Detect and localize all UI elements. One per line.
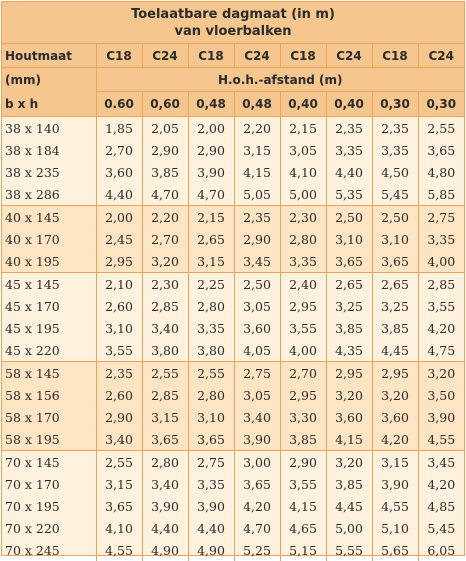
cell-span: 2,65 (372, 273, 418, 296)
header-spacing: 0,30 (372, 92, 418, 117)
cell-span: 2,60 (96, 295, 142, 317)
cell-size: 70 x 170 (2, 473, 96, 495)
table-row (2, 539, 464, 561)
cell-span: 2,05 (142, 117, 188, 140)
cell-span: 2,20 (234, 117, 280, 140)
cell-span: 3,10 (326, 228, 372, 250)
cell-span: 4,70 (188, 183, 234, 206)
cell-span: 3,35 (188, 317, 234, 339)
cell-span: 2,55 (418, 117, 464, 140)
table-row (2, 339, 464, 362)
header-spacing: 0,30 (418, 92, 464, 117)
table-row (2, 228, 464, 250)
cell-span: 3,85 (280, 428, 326, 451)
cell-span: 2,15 (280, 117, 326, 140)
cell-span: 3,65 (234, 473, 280, 495)
cell-span: 4,20 (372, 428, 418, 451)
cell-size: 38 x 140 (2, 117, 96, 140)
data-body (2, 117, 464, 561)
cell-span: 4,65 (280, 517, 326, 539)
cell-span: 3,15 (234, 139, 280, 161)
cell-span: 3,20 (326, 451, 372, 474)
cell-span: 3,35 (418, 228, 464, 250)
cell-span: 5,10 (372, 517, 418, 539)
cell-span: 2,90 (96, 406, 142, 428)
header-dims: b x h (2, 92, 96, 117)
cell-span: 2,95 (96, 250, 142, 273)
cell-span: 3,55 (96, 339, 142, 362)
header-row-spacings (2, 92, 464, 117)
cell-span: 2,40 (280, 273, 326, 296)
table-row (2, 250, 464, 273)
header-row-classes (2, 44, 464, 68)
cell-size: 70 x 145 (2, 451, 96, 474)
cell-span: 4,40 (96, 183, 142, 206)
cell-span: 2,85 (142, 295, 188, 317)
cell-span: 3,20 (326, 384, 372, 406)
cell-span: 3,65 (142, 428, 188, 451)
header-spacing: 0,60 (142, 92, 188, 117)
header-class: C24 (418, 44, 464, 68)
cell-span: 3,90 (234, 428, 280, 451)
cell-span: 4,35 (326, 339, 372, 362)
cell-span: 2,55 (96, 451, 142, 474)
cell-span: 5,65 (372, 539, 418, 561)
cell-span: 2,75 (418, 206, 464, 229)
cell-span: 5,55 (326, 539, 372, 561)
cell-span: 4,00 (418, 250, 464, 273)
cell-span: 2,00 (188, 117, 234, 140)
cell-size: 38 x 286 (2, 183, 96, 206)
cell-span: 4,15 (234, 161, 280, 183)
cell-size: 58 x 170 (2, 406, 96, 428)
cell-span: 4,40 (326, 161, 372, 183)
cell-span: 4,10 (280, 161, 326, 183)
cell-span: 2,55 (188, 362, 234, 385)
cell-span: 4,70 (142, 183, 188, 206)
cell-span: 4,75 (418, 339, 464, 362)
header-table (2, 44, 464, 116)
cell-span: 4,20 (234, 495, 280, 517)
cell-span: 3,10 (96, 317, 142, 339)
cell-size: 45 x 145 (2, 273, 96, 296)
data-table (2, 116, 464, 561)
cell-span: 2,85 (142, 384, 188, 406)
cell-span: 2,75 (188, 451, 234, 474)
table-title (2, 2, 464, 44)
cell-span: 3,40 (234, 406, 280, 428)
cell-span: 2,25 (188, 273, 234, 296)
cell-span: 2,70 (96, 139, 142, 161)
cell-span: 4,80 (418, 161, 464, 183)
table-row (2, 495, 464, 517)
cell-size: 70 x 195 (2, 495, 96, 517)
cell-span: 3,40 (142, 317, 188, 339)
cell-span: 3,10 (188, 406, 234, 428)
cell-span: 3,40 (142, 473, 188, 495)
header-unit: (mm) (2, 68, 96, 92)
cell-span: 3,65 (372, 250, 418, 273)
table-row (2, 183, 464, 206)
cell-span: 3,35 (188, 473, 234, 495)
cell-span: 4,20 (418, 317, 464, 339)
cell-span: 3,45 (418, 451, 464, 474)
cell-size: 45 x 170 (2, 295, 96, 317)
cell-span: 4,40 (142, 517, 188, 539)
cell-span: 3,05 (280, 139, 326, 161)
header-class: C24 (326, 44, 372, 68)
cell-span: 3,15 (142, 406, 188, 428)
cell-span: 3,85 (326, 317, 372, 339)
header-class: C24 (142, 44, 188, 68)
cell-span: 2,80 (142, 451, 188, 474)
header-spacing: 0.60 (96, 92, 142, 117)
cell-span: 2,35 (234, 206, 280, 229)
cell-span: 2,50 (326, 206, 372, 229)
cell-span: 3,00 (234, 451, 280, 474)
cell-size: 40 x 170 (2, 228, 96, 250)
cell-size: 40 x 195 (2, 250, 96, 273)
cell-span: 4,90 (188, 539, 234, 561)
cell-span: 2,10 (96, 273, 142, 296)
cell-span: 2,80 (280, 228, 326, 250)
cell-span: 2,35 (326, 117, 372, 140)
cell-span: 2,90 (142, 139, 188, 161)
cell-span: 2,65 (326, 273, 372, 296)
header-row-spacing-label (2, 68, 464, 92)
cell-span: 2,00 (96, 206, 142, 229)
cell-span: 3,65 (418, 139, 464, 161)
cell-span: 6,05 (418, 539, 464, 561)
cell-span: 3,20 (142, 250, 188, 273)
cell-size: 70 x 220 (2, 517, 96, 539)
cell-span: 3,90 (372, 473, 418, 495)
header-class: C18 (96, 44, 142, 68)
table-row (2, 428, 464, 451)
cell-span: 2,95 (326, 362, 372, 385)
header-spacing: 0,40 (280, 92, 326, 117)
cell-span: 4,70 (234, 517, 280, 539)
cell-span: 2,60 (96, 384, 142, 406)
cell-size: 58 x 145 (2, 362, 96, 385)
cell-span: 4,20 (418, 473, 464, 495)
cell-span: 5,25 (234, 539, 280, 561)
cell-span: 2,20 (142, 206, 188, 229)
table-row (2, 473, 464, 495)
cell-span: 3,35 (372, 139, 418, 161)
table-row (2, 206, 464, 229)
cell-span: 3,15 (372, 451, 418, 474)
cell-span: 3,45 (234, 250, 280, 273)
cell-size: 58 x 195 (2, 428, 96, 451)
cell-span: 5,35 (326, 183, 372, 206)
cell-span: 4,00 (280, 339, 326, 362)
cell-span: 4,10 (96, 517, 142, 539)
cell-span: 3,90 (188, 495, 234, 517)
cell-span: 4,55 (96, 539, 142, 561)
cell-span: 2,30 (142, 273, 188, 296)
cell-span: 2,50 (372, 206, 418, 229)
header-class: C18 (280, 44, 326, 68)
table-row (2, 161, 464, 183)
cell-span: 5,45 (418, 517, 464, 539)
cell-span: 4,05 (234, 339, 280, 362)
cell-span: 2,90 (188, 139, 234, 161)
cell-size: 70 x 245 (2, 539, 96, 561)
table-row (2, 139, 464, 161)
cell-span: 2,35 (96, 362, 142, 385)
cell-span: 4,90 (142, 539, 188, 561)
cell-span: 3,40 (96, 428, 142, 451)
cell-span: 2,55 (142, 362, 188, 385)
cell-span: 3,55 (280, 317, 326, 339)
cell-span: 2,65 (188, 228, 234, 250)
header-spacing-label: H.o.h.-afstand (m) (96, 68, 464, 92)
header-houtmaat: Houtmaat (2, 44, 96, 68)
cell-span: 3,25 (372, 295, 418, 317)
cell-span: 2,80 (188, 295, 234, 317)
header-class: C24 (234, 44, 280, 68)
cell-span: 3,65 (326, 250, 372, 273)
cell-span: 2,95 (280, 295, 326, 317)
cell-span: 5,00 (280, 183, 326, 206)
cell-span: 3,05 (234, 295, 280, 317)
table-row (2, 406, 464, 428)
cell-span: 3,90 (142, 495, 188, 517)
cell-size: 45 x 220 (2, 339, 96, 362)
cell-span: 2,75 (234, 362, 280, 385)
cell-span: 3,15 (188, 250, 234, 273)
table-row (2, 273, 464, 296)
cell-span: 3,35 (280, 250, 326, 273)
cell-span: 3,65 (96, 495, 142, 517)
cell-span: 3,65 (188, 428, 234, 451)
header-spacing: 0,48 (234, 92, 280, 117)
cell-span: 5,45 (372, 183, 418, 206)
cell-span: 2,90 (280, 451, 326, 474)
cell-span: 3,80 (142, 339, 188, 362)
cell-span: 5,05 (234, 183, 280, 206)
table-row (2, 384, 464, 406)
cell-size: 40 x 145 (2, 206, 96, 229)
cell-size: 58 x 156 (2, 384, 96, 406)
cell-span: 2,30 (280, 206, 326, 229)
title-line-2: van vloerbalken (174, 23, 291, 40)
cell-span: 2,15 (188, 206, 234, 229)
cell-span: 3,15 (96, 473, 142, 495)
table-row (2, 451, 464, 474)
cell-span: 3,55 (280, 473, 326, 495)
cell-size: 38 x 184 (2, 139, 96, 161)
table-row (2, 517, 464, 539)
cell-span: 2,80 (188, 384, 234, 406)
cell-span: 4,45 (326, 495, 372, 517)
cell-span: 3,30 (280, 406, 326, 428)
cell-span: 5,00 (326, 517, 372, 539)
cell-span: 2,50 (234, 273, 280, 296)
cell-span: 3,85 (372, 317, 418, 339)
cell-size: 45 x 195 (2, 317, 96, 339)
cell-span: 4,15 (326, 428, 372, 451)
header-class: C18 (188, 44, 234, 68)
cell-span: 4,50 (372, 161, 418, 183)
cell-span: 3,35 (326, 139, 372, 161)
cell-span: 2,45 (96, 228, 142, 250)
cell-span: 2,95 (280, 384, 326, 406)
cell-span: 5,85 (418, 183, 464, 206)
cell-span: 2,90 (234, 228, 280, 250)
cell-span: 1,85 (96, 117, 142, 140)
cell-span: 3,50 (418, 384, 464, 406)
cell-span: 3,60 (234, 317, 280, 339)
cell-span: 3,25 (326, 295, 372, 317)
cell-size: 38 x 235 (2, 161, 96, 183)
cell-span: 3,20 (418, 362, 464, 385)
cell-span: 2,85 (418, 273, 464, 296)
cell-span: 3,80 (188, 339, 234, 362)
cell-span: 2,95 (372, 362, 418, 385)
cell-span: 3,60 (372, 406, 418, 428)
table-row (2, 117, 464, 140)
cell-span: 4,55 (418, 428, 464, 451)
header-spacing: 0,40 (326, 92, 372, 117)
cell-span: 4,45 (372, 339, 418, 362)
cell-span: 5,15 (280, 539, 326, 561)
cell-span: 2,35 (372, 117, 418, 140)
cell-span: 3,90 (418, 406, 464, 428)
table-row (2, 295, 464, 317)
cell-span: 4,40 (188, 517, 234, 539)
title-line-1: Toelaatbare dagmaat (in m) (131, 6, 335, 23)
cell-span: 3,85 (326, 473, 372, 495)
cell-span: 4,85 (418, 495, 464, 517)
cell-span: 3,60 (326, 406, 372, 428)
table-row (2, 317, 464, 339)
cell-span: 3,10 (372, 228, 418, 250)
cell-span: 2,70 (142, 228, 188, 250)
cell-span: 3,60 (96, 161, 142, 183)
cell-span: 4,15 (280, 495, 326, 517)
cell-span: 3,85 (142, 161, 188, 183)
cell-span: 3,20 (372, 384, 418, 406)
cell-span: 3,90 (188, 161, 234, 183)
table-row (2, 362, 464, 385)
cell-span: 4,55 (372, 495, 418, 517)
span-table-card (1, 1, 465, 556)
header-spacing: 0,48 (188, 92, 234, 117)
cell-span: 3,55 (418, 295, 464, 317)
cell-span: 3,05 (234, 384, 280, 406)
cell-span: 2,70 (280, 362, 326, 385)
header-class: C18 (372, 44, 418, 68)
